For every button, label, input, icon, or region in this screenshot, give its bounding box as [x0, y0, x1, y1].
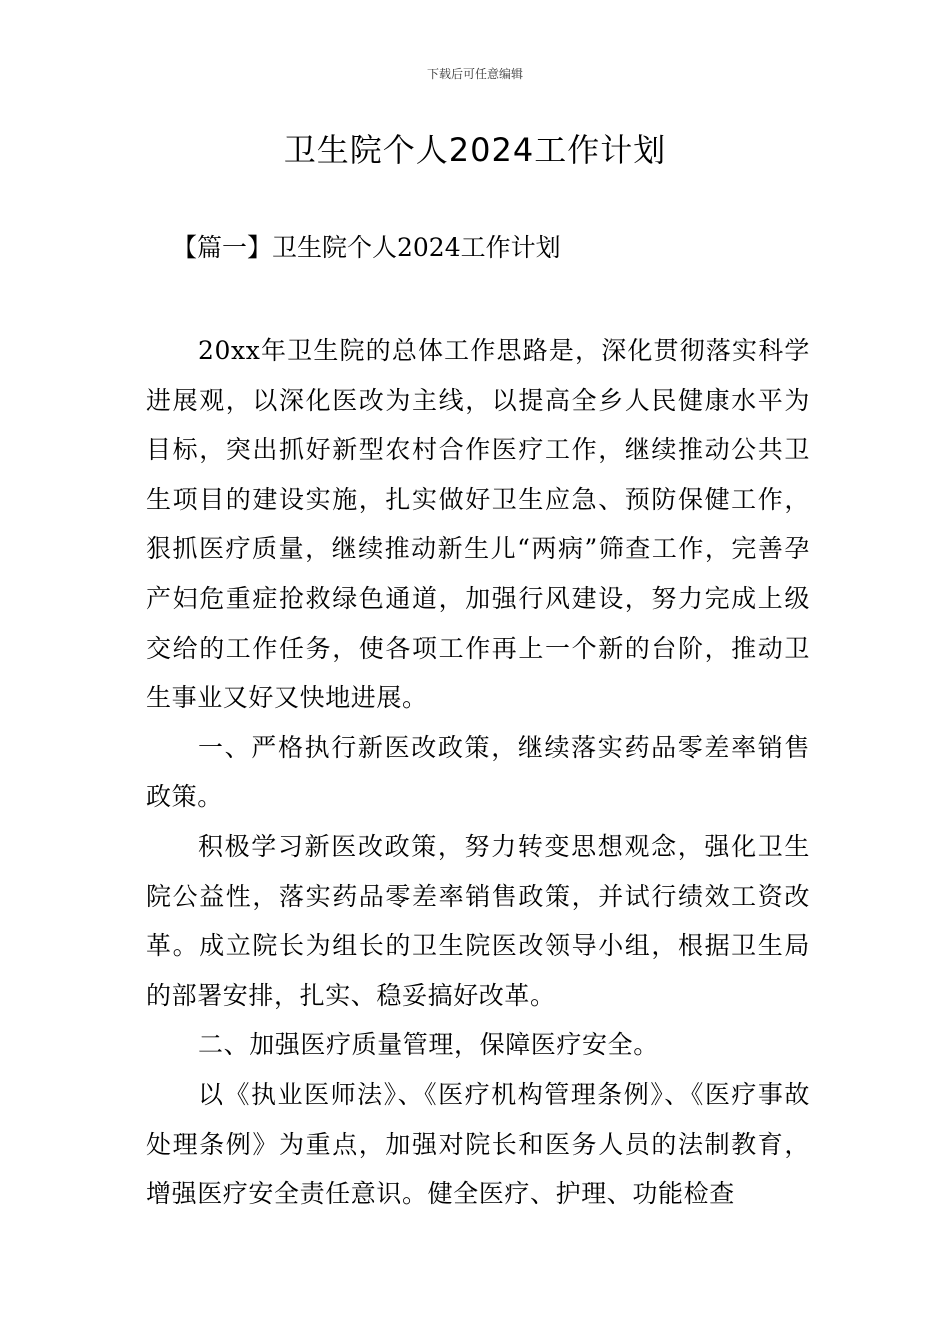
paragraph-item-2-heading: 二、加强医疗质量管理，保障医疗安全。: [198, 1030, 659, 1060]
header-note: 下载后可任意编辑: [426, 67, 523, 81]
paragraph-item-2-body: 以《执业医师法》、《医疗机构管理条例》、《医疗事故处理条例》为重点，加强对院长和医务人员的法制教育，增强医疗安全责任意识。健全医疗、护理、功能检查: [146, 1079, 810, 1209]
paragraph-intro: 20xx年卫生院的总体工作思路是，深化贯彻落实科学进展观，以深化医改为主线，以提高全乡人民健康水平为目标，突出抓好新型农村合作医疗工作，继续推动公共卫生项目的建设实施，扎实做好卫生应急、预防保健工作，狠抓医疗质量，继续推动新生儿“两病”筛查工作，完善孕产妇危重症抢救绿色通道，加强行风建设，努力完成上级交给的工作任务，使各项工作再上一个新的台阶，推动卫生事业又好又快地进展。: [146, 336, 810, 713]
document-body: [146, 326, 810, 1219]
paragraph-item-1-heading: 一、严格执行新医改政策，继续落实药品零差率销售政策。: [146, 732, 810, 812]
paragraph-item-1-body: 积极学习新医改政策，努力转变思想观念，强化卫生院公益性，落实药品零差率销售政策，并试行绩效工资改革。成立院长为组长的卫生院医改领导小组，根据卫生局的部署安排，扎实、稳妥搞好改革。: [146, 831, 810, 1010]
section-heading: 【篇一】卫生院个人2024工作计划: [172, 233, 561, 262]
document-title: 卫生院个人2024工作计划: [283, 131, 667, 169]
